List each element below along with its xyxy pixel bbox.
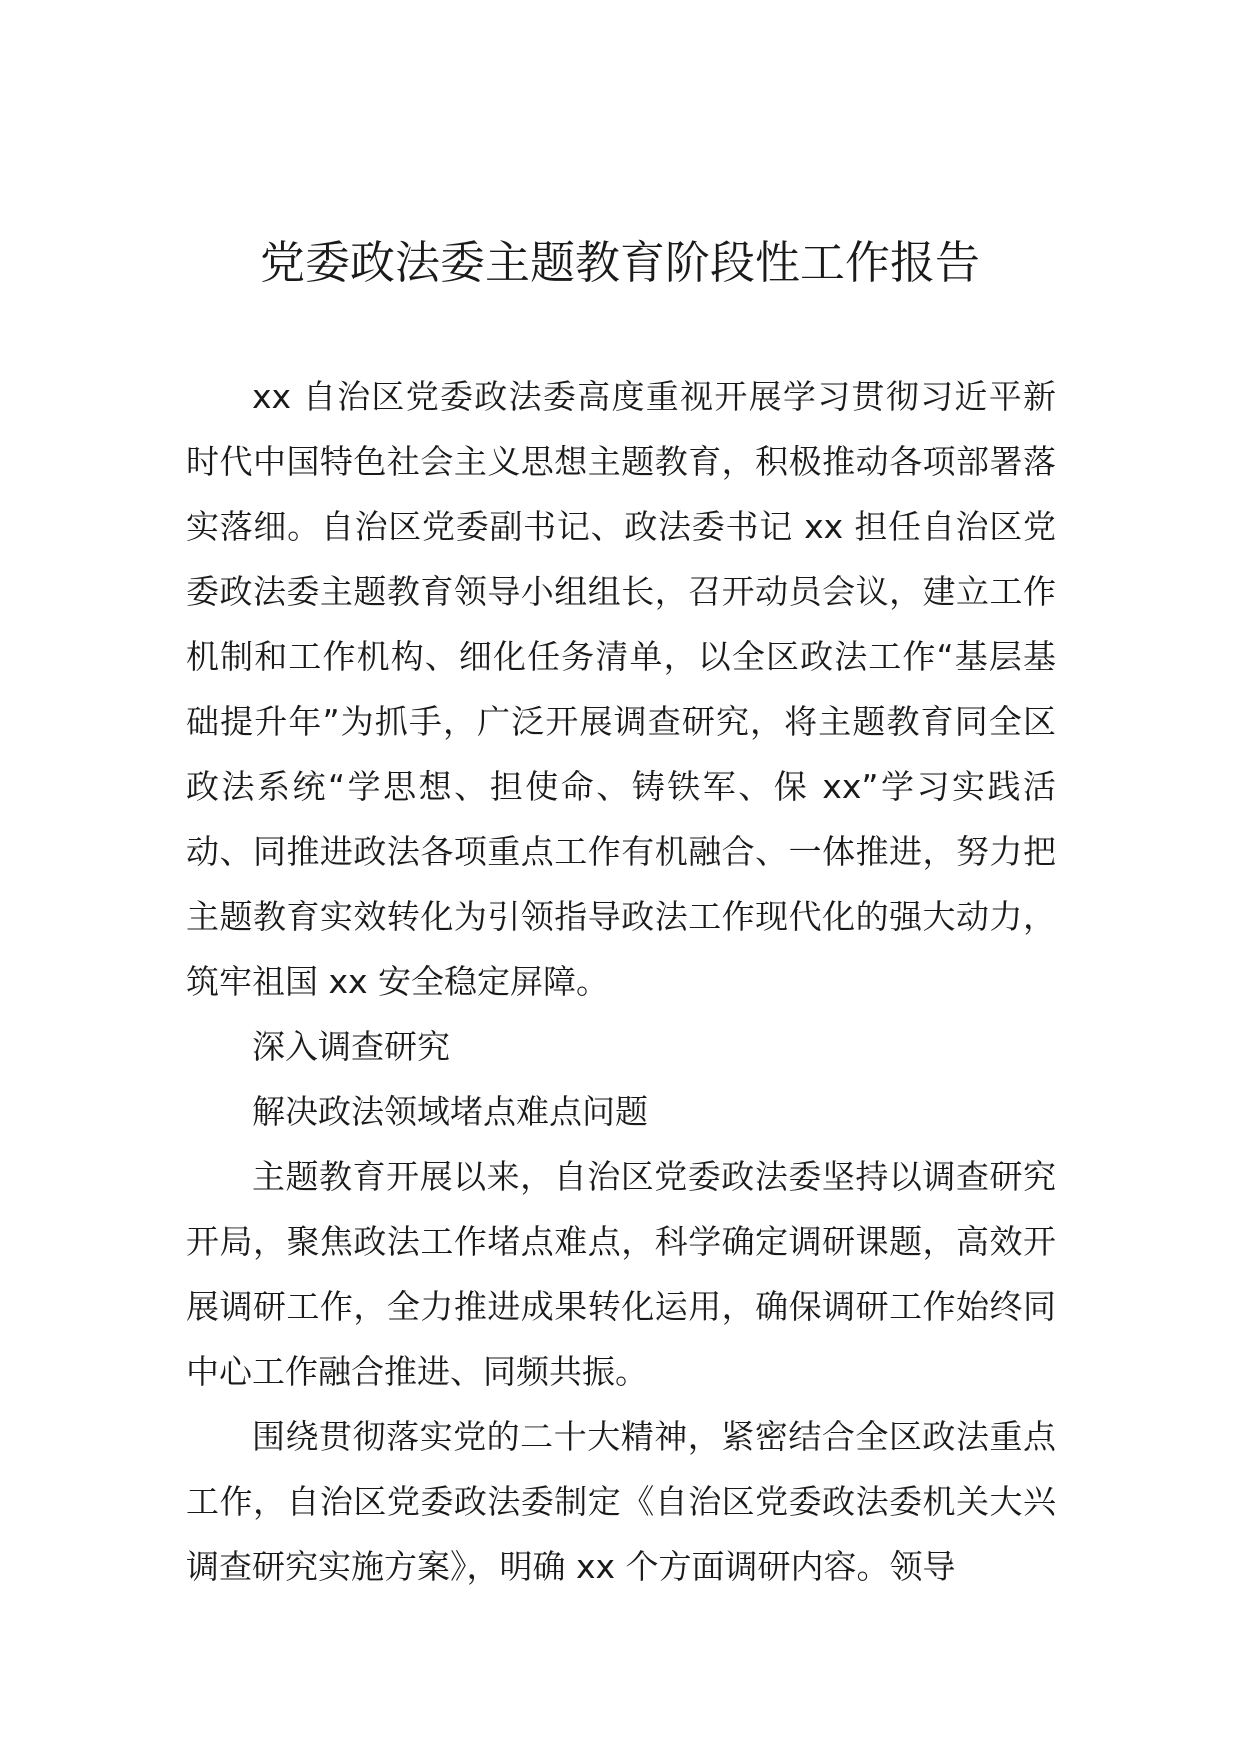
section-heading: 深入调查研究	[252, 1027, 450, 1066]
paragraph-intro: xx 自治区党委政法委高度重视开展学习贯彻习近平新时代中国特色社会主义思想主题教育，积极推动各项部署落实落细。自治区党委副书记、政法委书记 xx 担任自治区党委政法委主题教育领导小组组长，召开动员会议，建立工作机制和工作机构、细化任务清单，以全区政法工作“基层基础提升年”为抓手，广泛开展调查研究，将主题教育同全区政法系统“学思想、担使命、铸铁军、保 xx”学习实践活动、同推进政法各项重点工作有机融合、一体推进，努力把主题教育实效转化为引领指导政法工作现代化的强大动力，筑牢祖国 xx 安全稳定屏障。	[186, 377, 1056, 1001]
document-body	[186, 364, 1056, 1599]
paragraph-research: 主题教育开展以来，自治区党委政法委坚持以调查研究开局，聚焦政法工作堵点难点，科学确定调研课题，高效开展调研工作，全力推进成果转化运用，确保调研工作始终同中心工作融合推进、同频共振。	[186, 1157, 1056, 1391]
section-subheading: 解决政法领域堵点难点问题	[252, 1092, 648, 1131]
document-title: 党委政法委主题教育阶段性工作报告	[259, 236, 980, 289]
paragraph-implementation: 围绕贯彻落实党的二十大精神，紧密结合全区政法重点工作，自治区党委政法委制定《自治区党委政法委机关大兴调查研究实施方案》，明确 xx 个方面调研内容。领导	[186, 1417, 1056, 1586]
